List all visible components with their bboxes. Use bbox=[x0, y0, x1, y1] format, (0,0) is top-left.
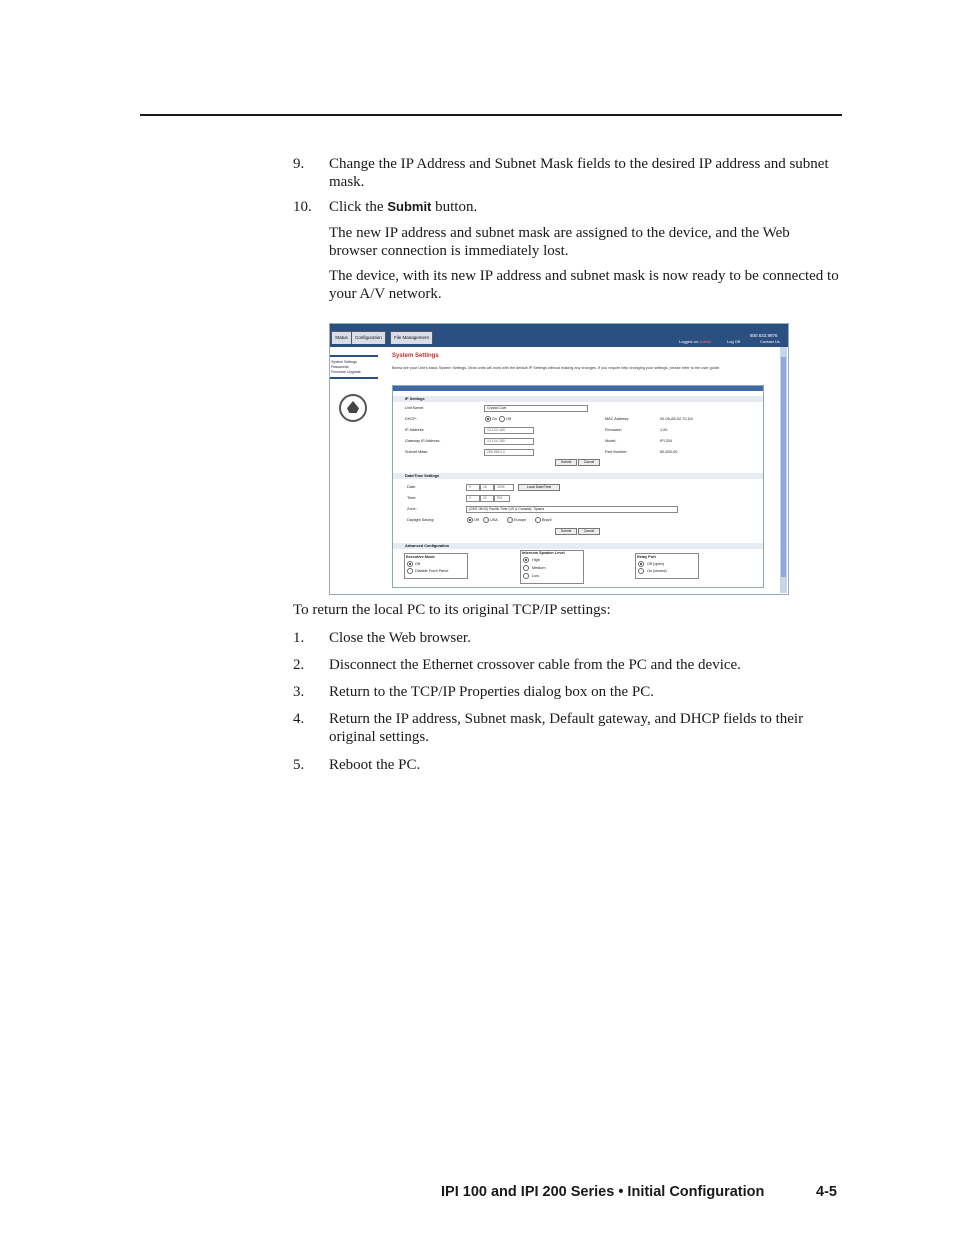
model-label: Model: bbox=[605, 439, 617, 443]
dst-brazil-radio[interactable] bbox=[535, 517, 541, 523]
time-ampm-select[interactable]: PM bbox=[494, 495, 510, 502]
step-5-text: Reboot the PC. bbox=[329, 757, 421, 773]
paragraph-connection-lost: The new IP address and subnet mask are assigned to the device, and the Web browser connection is immediately lost. bbox=[329, 225, 790, 259]
zone-label: Zone: bbox=[407, 507, 417, 511]
step-4-number: 4. bbox=[293, 711, 305, 727]
date-year-select[interactable]: 2005 bbox=[494, 484, 514, 491]
unit-name-input[interactable]: Crystal Cove bbox=[484, 405, 588, 412]
tab-file-management[interactable]: File Management bbox=[390, 331, 433, 344]
footer-title: IPI 100 and IPI 200 Series • Initial Configuration bbox=[441, 1184, 765, 1200]
sidebar-item-system-settings[interactable]: System Settings bbox=[331, 360, 357, 364]
step-1-text: Close the Web browser. bbox=[329, 630, 471, 646]
vertical-scrollbar[interactable] bbox=[780, 347, 787, 593]
step-10-number: 10. bbox=[293, 199, 312, 215]
sidebar-item-firmware-upgrade[interactable]: Firmware Upgrade bbox=[331, 370, 361, 374]
scrollbar-thumb[interactable] bbox=[781, 357, 786, 577]
datetime-title: Date/Time Settings bbox=[405, 474, 440, 478]
panel-header-bar bbox=[393, 386, 763, 391]
step-3-text: Return to the TCP/IP Properties dialog box on the PC. bbox=[329, 684, 654, 700]
ip-address-input[interactable]: 10.13.0.180 bbox=[484, 427, 534, 434]
date-label: Date: bbox=[407, 485, 417, 489]
submit-keyword: Submit bbox=[387, 199, 432, 214]
speaker-level-group bbox=[520, 550, 584, 584]
ip-submit-button[interactable]: Submit bbox=[555, 459, 577, 466]
firmware-label: Firmware: bbox=[605, 428, 622, 432]
page-description: Below are your Unit's basic System Settings. Most units will work with the default IP Settings without making any changes. If you require help changing your settings, please refer to the user guide. bbox=[392, 366, 720, 370]
system-settings-screenshot bbox=[329, 323, 789, 595]
advanced-title: Advanced Configuration bbox=[405, 544, 450, 548]
speaker-low-label: Low bbox=[532, 574, 539, 578]
speaker-level-label: Intercom Speaker Level bbox=[522, 551, 565, 555]
step-2-text: Disconnect the Ethernet crossover cable from the PC and the device. bbox=[329, 657, 741, 673]
speaker-low-radio[interactable] bbox=[523, 573, 529, 579]
dst-off-label: Off bbox=[474, 518, 479, 522]
mac-address-value: 00-05-A6-02-70-D4 bbox=[660, 417, 693, 421]
company-logo bbox=[339, 394, 367, 422]
speaker-medium-label: Medium bbox=[532, 566, 546, 570]
dhcp-on-label: On bbox=[492, 417, 498, 421]
step-5-number: 5. bbox=[293, 757, 305, 773]
relay-off-radio[interactable] bbox=[638, 561, 644, 567]
unit-name-label: Unit Name: bbox=[405, 406, 424, 410]
page-number: 4-5 bbox=[816, 1184, 837, 1200]
sidebar-item-passwords[interactable]: Passwords bbox=[331, 365, 349, 369]
time-hour-select[interactable]: 2 bbox=[466, 495, 480, 502]
dhcp-off-radio[interactable] bbox=[499, 416, 505, 422]
date-month-select[interactable]: 9 bbox=[466, 484, 480, 491]
speaker-medium-radio[interactable] bbox=[523, 565, 529, 571]
step-3-number: 3. bbox=[293, 684, 305, 700]
step-1-number: 1. bbox=[293, 630, 305, 646]
gateway-input[interactable]: 10.13.0.180 bbox=[484, 438, 534, 445]
relay-port-label: Relay Port bbox=[637, 555, 656, 559]
settings-panel bbox=[392, 385, 764, 588]
step-4-text: Return the IP address, Subnet mask, Default gateway, and DHCP fields to their original settings. bbox=[329, 711, 804, 745]
speaker-high-radio[interactable] bbox=[523, 557, 529, 563]
sidebar-divider-bottom bbox=[330, 377, 378, 379]
dhcp-label: DHCP: bbox=[405, 417, 417, 421]
exec-off-label: Off bbox=[415, 562, 420, 566]
mac-address-label: MAC Address: bbox=[605, 417, 630, 421]
subnet-mask-input[interactable]: 255.255.0.0 bbox=[484, 449, 534, 456]
logged-on: Logged on: Admin bbox=[679, 339, 712, 344]
time-minute-select[interactable]: 32 bbox=[480, 495, 494, 502]
step-9-number: 9. bbox=[293, 156, 305, 172]
relay-on-label: On (closed) bbox=[647, 569, 667, 573]
exec-disable-radio[interactable] bbox=[407, 568, 413, 574]
dhcp-off-label: Off bbox=[506, 417, 511, 421]
time-label: Time: bbox=[407, 496, 417, 500]
part-number-label: Part Number: bbox=[605, 450, 628, 454]
dhcp-on-radio[interactable] bbox=[485, 416, 491, 422]
header-rule bbox=[140, 114, 842, 116]
tab-status[interactable]: Status bbox=[331, 331, 352, 344]
contact-us-link[interactable]: Contact Us bbox=[760, 339, 780, 344]
exec-off-radio[interactable] bbox=[407, 561, 413, 567]
date-day-select[interactable]: 16 bbox=[480, 484, 494, 491]
dst-usa-label: USA bbox=[490, 518, 498, 522]
datetime-submit-button[interactable]: Submit bbox=[555, 528, 577, 535]
relay-on-radio[interactable] bbox=[638, 568, 644, 574]
step-10-text: Click the Submit button. bbox=[329, 199, 478, 215]
sidebar-divider-top bbox=[330, 355, 378, 357]
ip-settings-header bbox=[393, 396, 763, 402]
return-intro: To return the local PC to its original TCP/IP settings: bbox=[293, 602, 611, 618]
dst-usa-radio[interactable] bbox=[483, 517, 489, 523]
step-9-text: Change the IP Address and Subnet Mask fields to the desired IP address and subnet mask. bbox=[329, 156, 829, 190]
ip-address-label: IP Address: bbox=[405, 428, 425, 432]
paragraph-ready: The device, with its new IP address and subnet mask is now ready to be connected to your A/V network. bbox=[329, 268, 839, 302]
datetime-header bbox=[393, 473, 763, 479]
datetime-cancel-button[interactable]: Cancel bbox=[578, 528, 600, 535]
log-off-link[interactable]: Log Off bbox=[727, 339, 741, 344]
zone-select[interactable]: (GMT-08:00) Pacific Time (US & Canada); Tijuana bbox=[466, 506, 678, 513]
ip-settings-title: IP Settings bbox=[405, 397, 425, 401]
speaker-high-label: High bbox=[532, 558, 540, 562]
top-bar bbox=[330, 324, 788, 347]
dst-europe-label: Europe bbox=[514, 518, 527, 522]
executive-mode-label: Executive Mode bbox=[406, 555, 435, 559]
firmware-value: 1.00 bbox=[660, 428, 668, 432]
dst-brazil-label: Brazil bbox=[542, 518, 552, 522]
tab-configuration[interactable]: Configuration bbox=[351, 331, 386, 344]
local-date-time-button[interactable]: Local Date/Time bbox=[518, 484, 560, 491]
phone-number: 800.633.9876 bbox=[750, 333, 778, 338]
relay-off-label: Off (open) bbox=[647, 562, 665, 566]
model-value: IPI 204 bbox=[660, 439, 673, 443]
dst-europe-radio[interactable] bbox=[507, 517, 513, 523]
exec-disable-label: Disable Front Panel bbox=[415, 569, 449, 573]
daylight-saving-label: Daylight Saving: bbox=[407, 518, 435, 522]
page-title: System Settings bbox=[392, 353, 439, 359]
part-number-value: 60-830-00 bbox=[660, 450, 678, 454]
ip-cancel-button[interactable]: Cancel bbox=[578, 459, 600, 466]
step-2-number: 2. bbox=[293, 657, 305, 673]
gateway-label: Gateway IP Address: bbox=[405, 439, 441, 443]
dst-off-radio[interactable] bbox=[467, 517, 473, 523]
subnet-mask-label: Subnet Mask: bbox=[405, 450, 429, 454]
